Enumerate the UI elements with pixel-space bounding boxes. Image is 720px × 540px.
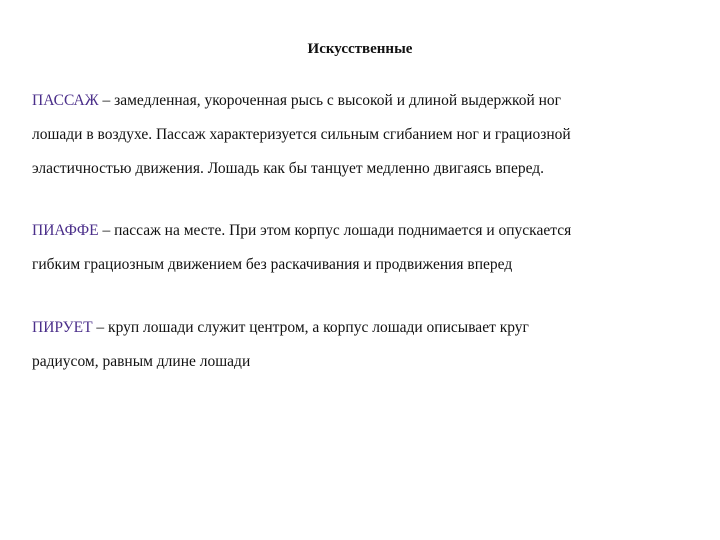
definition-line xyxy=(32,311,702,345)
definition-line xyxy=(32,214,702,248)
slide-title: Искусственные xyxy=(307,41,413,57)
definition-line xyxy=(32,84,702,118)
definition-line: радиусом, равным длине лошади xyxy=(32,353,251,370)
definition-piaffe xyxy=(32,214,702,282)
term-pirouette: ПИРУЕТ xyxy=(32,319,93,336)
definition-text: – пассаж на месте. При этом корпус лошади поднимается и опускается xyxy=(98,222,572,239)
definition-line: эластичностью движения. Лошадь как бы танцует медленно двигаясь вперед. xyxy=(32,160,545,177)
term-piaffe: ПИАФФЕ xyxy=(32,222,99,239)
definition-line: гибким грациозным движением без раскачивания и продвижения вперед xyxy=(32,256,513,273)
definition-pirouette xyxy=(32,311,702,379)
definition-text: – круп лошади служит центром, а корпус лошади описывает круг xyxy=(92,319,529,336)
definition-line: лошади в воздухе. Пассаж характеризуется сильным сгибанием ног и грациозной xyxy=(32,126,571,143)
definition-text: – замедленная, укороченная рысь с высокой и длиной выдержкой ног xyxy=(98,92,562,109)
term-passage: ПАССАЖ xyxy=(32,92,99,109)
definition-passage xyxy=(32,84,702,186)
